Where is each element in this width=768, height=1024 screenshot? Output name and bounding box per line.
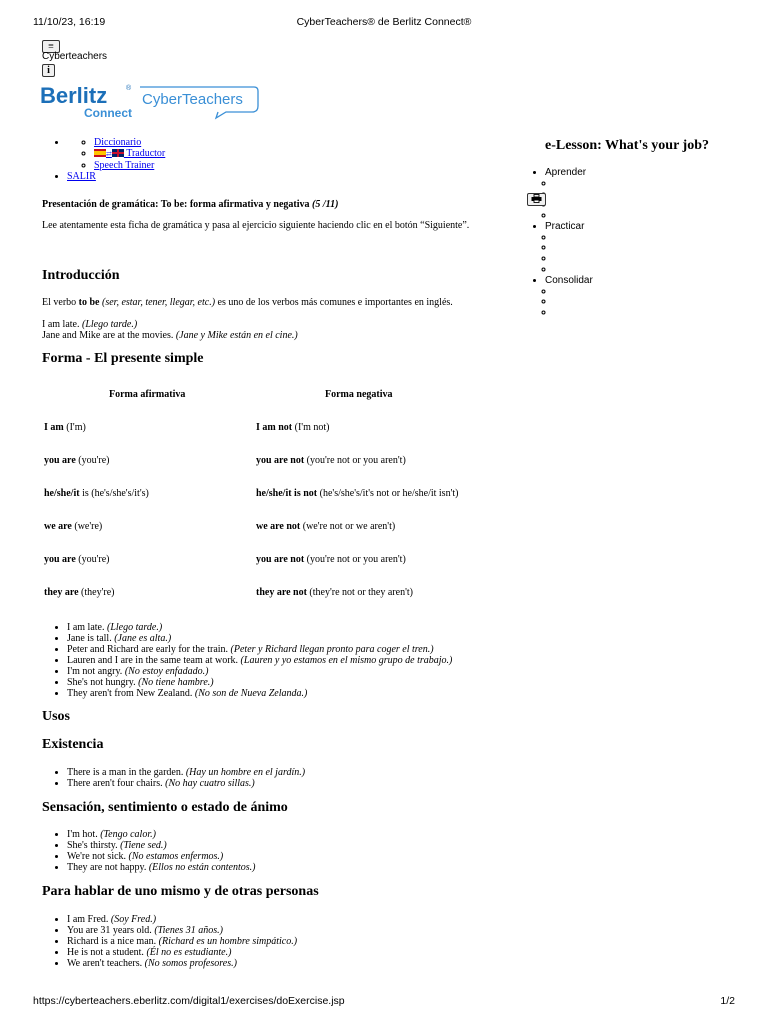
instructions: Lee atentamente esta ficha de gramática y pasa al ejercicio siguiente haciendo clic en el botón “Siguiente”.: [42, 220, 470, 231]
list-item: • He is not a student. (Él no es estudiante.): [67, 947, 522, 958]
list-item: • We're not sick. (No estamos enfermos.): [67, 851, 522, 862]
lesson-title: e-Lesson: What's your job?: [545, 138, 710, 153]
list-item: [554, 189, 593, 200]
section-consolidar[interactable]: • Consolidar ◦ ◦ ◦: [545, 275, 593, 318]
sensacion-title: Sensación, sentimiento o estado de ánimo: [42, 800, 288, 815]
list-item: • She's not hungry. (No tiene hambre.): [67, 677, 522, 688]
list-item: • Lauren and I are in the same team at work. (Lauren y yo estamos en el mismo grupo de trabajo.): [67, 655, 522, 666]
personas-list: [42, 914, 522, 969]
column-header-negative: Forma negativa: [325, 389, 393, 400]
sensacion-list: [42, 829, 522, 873]
list-item: [554, 242, 593, 253]
list-item: [554, 253, 593, 264]
existencia-title: Existencia: [42, 737, 104, 752]
table-row: he/she/it is (he's/she's/it's) he/she/it is not (he's/she's/it's not or he/she/it isn't): [44, 488, 459, 499]
list-item: • There is a man in the garden. (Hay un hombre en el jardín.): [67, 767, 522, 778]
list-item: • They are not happy. (Ellos no están contentos.): [67, 862, 522, 873]
logo-product-text: CyberTeachers: [142, 91, 243, 108]
list-item: • Richard is a nice man. (Richard es un hombre simpático.): [67, 936, 522, 947]
list-item: • There aren't four chairs. (No hay cuatro sillas.): [67, 778, 522, 789]
list-item: • She's thirsty. (Tiene sed.): [67, 840, 522, 851]
logo-registered-mark: ®: [126, 85, 132, 92]
existencia-list: [42, 767, 522, 789]
berlitz-cyberteachers-logo[interactable]: [40, 82, 270, 122]
print-page-number: 1/2: [720, 995, 735, 1007]
list-item: • They aren't from New Zealand. (No son de Nueva Zelanda.): [67, 688, 522, 699]
table-row: you are (you're) you are not (you're not or you aren't): [44, 455, 406, 466]
column-header-affirmative: Forma afirmativa: [109, 389, 186, 400]
forma-examples: [42, 622, 522, 699]
table-row: you are (you're) you are not (you're not or you aren't): [44, 554, 406, 565]
print-url: https://cyberteachers.eberlitz.com/digital1/exercises/doExercise.jsp: [33, 995, 345, 1007]
list-item: • Jane is tall. (Jane es alta.): [67, 633, 522, 644]
intro-title: Introducción: [42, 268, 120, 283]
logo-sub-text: Connect: [84, 106, 132, 120]
list-item: • You are 31 years old. (Tienes 31 años.): [67, 925, 522, 936]
list-item: [554, 307, 593, 318]
forms-table: [42, 389, 512, 620]
list-item: • I am Fred. (Soy Fred.): [67, 914, 522, 925]
exercise-progress: (5 /11): [312, 199, 339, 210]
section-aprender[interactable]: • Aprender ◦ ◦ ◦ ◦: [545, 167, 593, 221]
intro-paragraph: El verbo to be (ser, estar, tener, llegar, etc.) es uno de los verbos más comunes e importantes en inglés.: [42, 297, 453, 308]
info-icon[interactable]: i: [42, 64, 55, 77]
table-row: they are (they're) they are not (they're not or they aren't): [44, 587, 413, 598]
usos-title: Usos: [42, 709, 71, 724]
list-item: [554, 264, 593, 275]
hamburger-icon[interactable]: ≡: [42, 40, 60, 53]
list-item: • We aren't teachers. (No somos profesores.): [67, 958, 522, 969]
list-item: [554, 232, 593, 243]
dictionary-link[interactable]: Diccionario: [94, 137, 142, 148]
uk-flag-icon: [112, 149, 124, 157]
print-datetime: 11/10/23, 16:19: [33, 16, 106, 28]
logo-brand-text: Berlitz: [40, 83, 108, 108]
list-item: [554, 178, 593, 189]
list-item: [554, 199, 593, 210]
lesson-sections: [545, 167, 593, 318]
site-name: Cyberteachers: [42, 51, 108, 62]
list-item: • I'm hot. (Tengo calor.): [67, 829, 522, 840]
print-page-title: CyberTeachers® de Berlitz Connect®: [296, 16, 472, 28]
logout-link[interactable]: SALIR: [67, 171, 96, 182]
section-practicar[interactable]: • Practicar ◦ ◦ ◦ ◦: [545, 221, 593, 275]
swap-arrows-icon: ⇄: [106, 150, 112, 158]
list-item: • I am late. (Llego tarde.): [67, 622, 522, 633]
list-item: • Peter and Richard are early for the train. (Peter y Richard llegan pronto para coger el tren.): [67, 644, 522, 655]
list-item: [554, 286, 593, 297]
printer-icon[interactable]: [527, 193, 546, 206]
forma-title: Forma - El presente simple: [42, 351, 204, 366]
exercise-heading: Presentación de gramática: To be: forma afirmativa y negativa (5 /11): [42, 199, 339, 210]
intro-examples: I am late. (Llego tarde.) Jane and Mike are at the movies. (Jane y Mike están en el cine.): [42, 319, 298, 341]
table-row: we are (we're) we are not (we're not or we aren't): [44, 521, 396, 532]
list-item: [554, 210, 593, 221]
table-row: I am (I'm) I am not (I'm not): [44, 422, 330, 433]
personas-title: Para hablar de uno mismo y de otras personas: [42, 884, 319, 899]
spain-flag-icon: [94, 149, 106, 157]
list-item: • I'm not angry. (No estoy enfadado.): [67, 666, 522, 677]
speech-trainer-link[interactable]: Speech Trainer: [94, 160, 155, 171]
translator-link[interactable]: ⇄ Traductor: [94, 148, 165, 159]
nav-links: [42, 137, 165, 182]
list-item: [554, 296, 593, 307]
